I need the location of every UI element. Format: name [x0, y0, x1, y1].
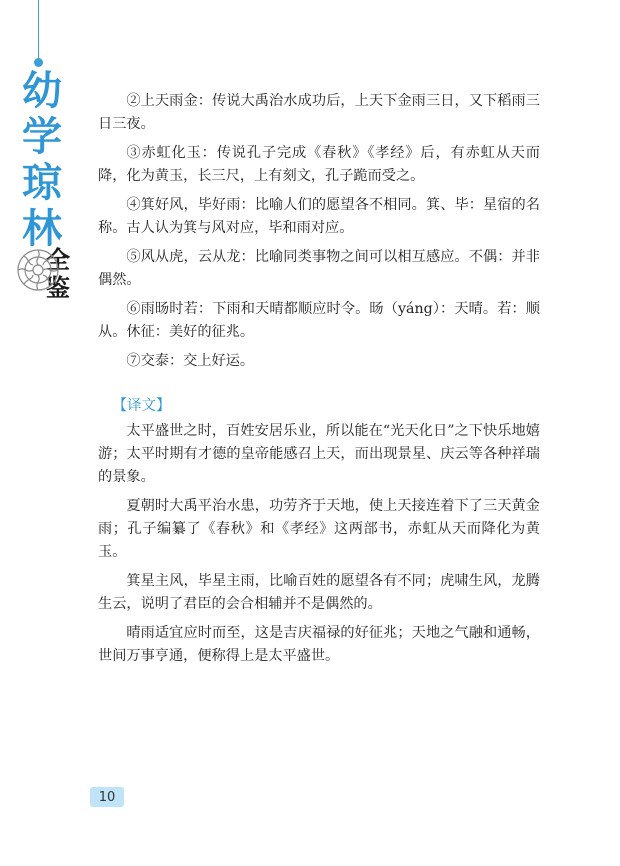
note-paragraph: ⑦交泰：交上好运。	[126, 353, 255, 369]
translation-paragraph: 箕星主风，毕星主雨，比喻百姓的愿望各有不同；虎啸生风，龙腾生云，说明了君臣的会合相辅并不是偶然的。	[98, 573, 540, 612]
translation-paragraph: 夏朝时大禹平治水患，功劳齐于天地，使上天接连着下了三天黄金雨；孔子编纂了《春秋》和《孝经》这两部书，赤虹从天而降化为黄玉。	[98, 498, 540, 560]
note-paragraph: ③赤虹化玉：传说孔子完成《春秋》《孝经》后，有赤虹从天而降，化为黄玉，长三尺，上有刻文，孔子跪而受之。	[98, 145, 540, 184]
page-content	[98, 90, 540, 674]
decorative-dot	[34, 58, 43, 67]
subtitle-char: 鉴	[46, 274, 70, 302]
page-number: 10	[90, 787, 124, 807]
title-char: 林	[22, 206, 62, 252]
decorative-rule	[38, 0, 39, 62]
title-char: 幼	[22, 68, 62, 114]
note-paragraph: ④箕好风，毕好雨：比喻人们的愿望各不相同。箕、毕：星宿的名称。古人认为箕与风对应，毕和雨对应。	[98, 197, 540, 236]
note-paragraph: ⑤风从虎，云从龙：比喻同类事物之间可以相互感应。不偶：并非偶然。	[98, 249, 540, 288]
translation-paragraph: 晴雨适宜应时而至，这是吉庆福禄的好征兆；天地之气融和通畅，世间万事亨通，便称得上是太平盛世。	[98, 625, 540, 664]
title-char: 学	[22, 114, 62, 160]
translation-heading: 【译文】	[112, 398, 171, 414]
translation-paragraph: 太平盛世之时，百姓安居乐业，所以能在“光天化日”之下快乐地嬉游；太平时期有才德的皇帝能感召上天，而出现景星、庆云等各种祥瑞的景象。	[98, 423, 540, 485]
title-char: 琼	[22, 160, 62, 206]
note-paragraph: ⑥雨旸时若：下雨和天晴都顺应时令。旸（yáng）：天晴。若：顺从。休征：美好的征兆。	[98, 301, 540, 340]
floral-medallion-icon	[14, 246, 62, 294]
subtitle-char: 全	[46, 246, 70, 274]
note-paragraph: ②上天雨金：传说大禹治水成功后，上天下金雨三日，又下稻雨三日三夜。	[98, 93, 540, 132]
